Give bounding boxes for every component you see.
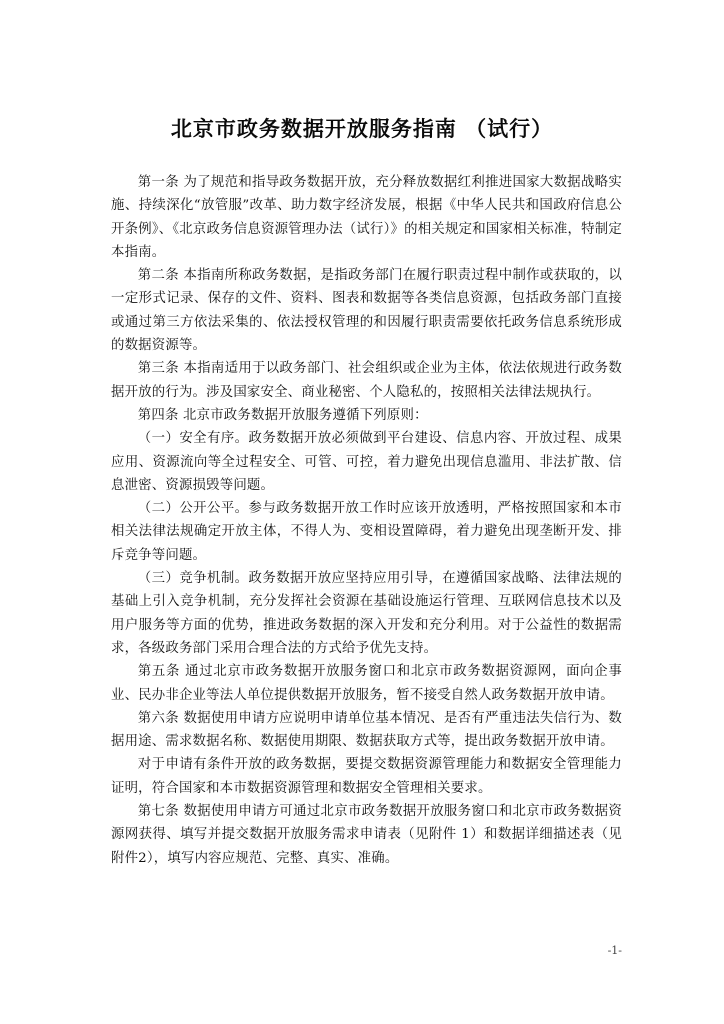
document-title: 北京市政务数据开放服务指南 （试行） (170, 117, 554, 141)
page-number: -1- (607, 944, 622, 957)
paragraph-article-6-supplement: 对于申请有条件开放的政务数据，要提交数据资源管理能力和数据安全管理能力证明，符合国家和本市数据资源管理和数据安全管理相关要求。 (111, 757, 622, 796)
paragraph-article-2: 第二条 本指南所称政务数据，是指政务部门在履行职责过程中制作或获取的，以一定形式记录、保存的文件、资料、图表和数据等各类信息资源，包括政务部门直接或通过第三方依法采集的、依法授权管理的和因履行职责需要依托政务信息系统形成的数据资源等。 (111, 268, 622, 354)
paragraph-article-7: 第七条 数据使用申请方可通过北京市政务数据开放服务窗口和北京市政务数据资源网获得、填写并提交数据开放服务需求申请表（见附件 1）和数据详细描述表（见附件2），填写内容应规范、完整、真实、准确。 (111, 804, 622, 866)
paragraph-article-1: 第一条 为了规范和指导政务数据开放，充分释放数据红利推进国家大数据战略实施、持续深化“放管服”改革、助力数字经济发展，根据《中华人民共和国政府信息公开条例》、《北京政务信息资源管理办法（试行）》的相关规定和国家相关标准，特制定本指南。 (111, 175, 622, 260)
paragraph-principle-3: （三）竞争机制。政务数据开放应坚持应用引导，在遵循国家战略、法律法规的基础上引入竞争机制，充分发挥社会资源在基础设施运行管理、互联网信息技术以及用户服务等方面的优势，推进政务数据的深入开发和充分利用。对于公益性的数据需求，各级政务部门采用合理合法的方式给予优先支持。 (111, 571, 622, 656)
paragraph-article-3: 第三条 本指南适用于以政务部门、社会组织或企业为主体，依法依规进行政务数据开放的行为。涉及国家安全、商业秘密、个人隐私的，按照相关法律法规执行。 (111, 361, 622, 400)
paragraph-principle-2: （二）公开公平。参与政务数据开放工作时应该开放透明，严格按照国家和本市相关法律法规确定开放主体，不得人为、变相设置障碍，着力避免出现垄断开发、排斥竞争等问题。 (111, 501, 622, 563)
paragraph-principle-1: （一）安全有序。政务数据开放必须做到平台建设、信息内容、开放过程、成果应用、资源流向等全过程安全、可管、可控，着力避免出现信息滥用、非法扩散、信息泄密、资源损毁等问题。 (111, 431, 622, 493)
paragraph-article-4: 第四条 北京市政务数据开放服务遵循下列原则： (137, 407, 428, 423)
paragraph-article-6: 第六条 数据使用申请方应说明申请单位基本情况、是否有严重违法失信行为、数据用途、需求数据名称、数据使用期限、数据获取方式等，提出政务数据开放申请。 (111, 710, 622, 750)
document-body (111, 171, 622, 870)
paragraph-article-5: 第五条 通过北京市政务数据开放服务窗口和北京市政务数据资源网，面向企事业、民办非企业等法人单位提供数据开放服务，暂不接受自然人政务数据开放申请。 (111, 664, 622, 703)
